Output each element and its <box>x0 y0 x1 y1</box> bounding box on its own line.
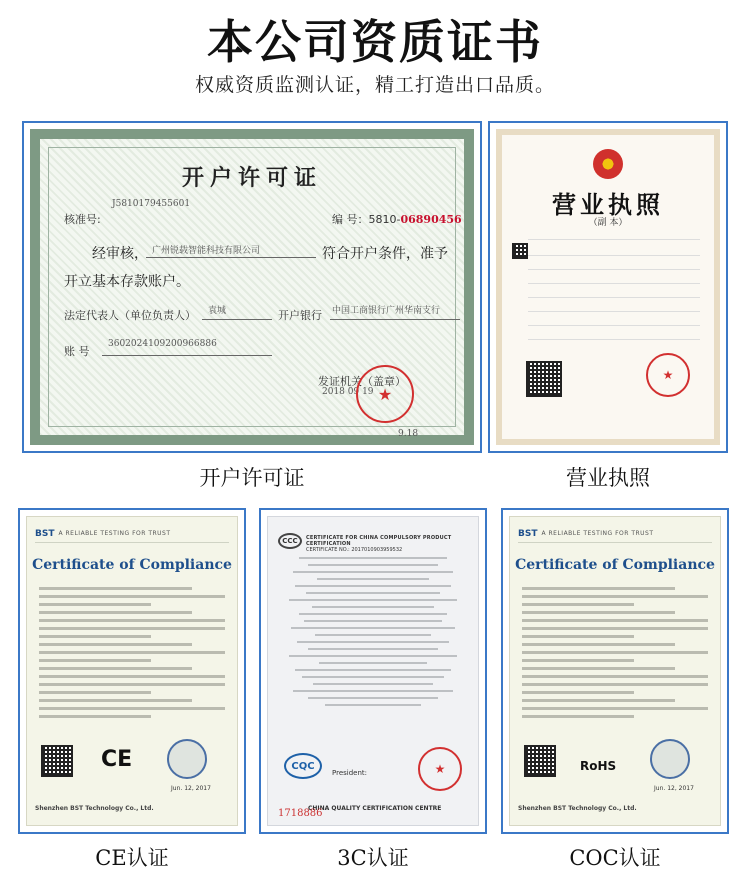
permit-seal: ★ <box>356 365 414 423</box>
permit-issuer: 发证机关（盖章） <box>318 375 406 388</box>
permit-bank-label: 开户银行 <box>278 309 322 322</box>
ccc-footer: CHINA QUALITY CERTIFICATION CENTRE <box>308 805 442 812</box>
coc-tagline: A RELIABLE TESTING FOR TRUST <box>541 530 654 537</box>
coc-document <box>509 516 721 826</box>
certificate-frame-permit[interactable] <box>22 121 482 453</box>
license-subtitle: （副 本） <box>588 218 628 228</box>
ce-bst-logo: BST <box>35 528 55 539</box>
caption-coc: COC认证 <box>569 846 661 870</box>
permit-serial-label: 编 号：5810- <box>332 213 401 226</box>
permit-line1-post: 符合开户条件，准予 <box>322 246 448 262</box>
cqc-seal-icon: CQC <box>284 753 322 779</box>
permit-line1-pre: 经审核， <box>92 246 148 262</box>
permit-line2: 开立基本存款账户。 <box>64 274 190 290</box>
certificate-frame-3c[interactable] <box>259 508 487 834</box>
license-qr-code-icon <box>526 361 562 397</box>
ccc-logo-icon: CCC <box>278 533 302 549</box>
coc-qr-code-icon <box>524 745 556 777</box>
ce-qr-code-icon <box>41 745 73 777</box>
ccc-president-label: President: <box>332 769 368 777</box>
ce-mark-icon: CE <box>101 747 133 772</box>
permit-company: 广州锐载智能科技有限公司 <box>152 246 261 256</box>
rohs-mark-icon: RoHS <box>580 759 617 773</box>
caption-license: 营业执照 <box>566 466 650 490</box>
coc-signature-seal <box>650 739 690 779</box>
permit-serial-red: 06890456 <box>400 213 462 226</box>
ce-tagline: A RELIABLE TESTING FOR TRUST <box>58 530 171 537</box>
caption-ce: CE认证 <box>95 846 169 870</box>
ccc-title: CERTIFICATE FOR CHINA COMPULSORY PRODUCT CERTIFICATION <box>306 535 452 547</box>
ce-date: Jun. 12, 2017 <box>171 785 211 792</box>
caption-3c: 3C认证 <box>337 846 409 870</box>
caption-permit: 开户许可证 <box>199 466 305 490</box>
ccc-red-number: 1718886 <box>278 808 323 819</box>
coc-date: Jun. 12, 2017 <box>654 785 694 792</box>
permit-rep-value: 袁城 <box>208 306 227 316</box>
permit-rep-label: 法定代表人（单位负责人） <box>64 309 196 322</box>
ce-document <box>26 516 238 826</box>
ce-signature-seal <box>167 739 207 779</box>
permit-date: 2018 09 19 <box>322 387 374 397</box>
permit-title: 开户许可证 <box>181 165 322 191</box>
permit-margin-note: 9.18 <box>398 429 419 439</box>
ccc-cert-no-label: CERTIFICATE NO.: <box>306 547 350 553</box>
license-seal: ★ <box>646 353 690 397</box>
page-subtitle: 权威资质监测认证，精工打造出口品质。 <box>194 74 555 96</box>
permit-account-value: 3602024109200966886 <box>108 339 217 349</box>
ce-title: Certificate of Compliance <box>32 557 232 573</box>
coc-footer: Shenzhen BST Technology Co., Ltd. <box>518 805 637 812</box>
coc-title: Certificate of Compliance <box>515 557 715 573</box>
ccc-red-seal: ★ <box>418 747 462 791</box>
national-emblem-icon <box>593 149 623 179</box>
license-document <box>496 129 720 445</box>
coc-bst-logo: BST <box>518 528 538 539</box>
permit-bank-value: 中国工商银行广州华南支行 <box>332 306 441 316</box>
permit-document <box>30 129 474 445</box>
permit-check-no: J5810179455601 <box>112 199 191 209</box>
certificate-frame-ce[interactable] <box>18 508 246 834</box>
certificate-frame-license[interactable] <box>488 121 728 453</box>
license-small-qr-icon <box>512 243 528 259</box>
ccc-document <box>267 516 479 826</box>
license-title: 营业执照 <box>552 190 664 219</box>
certificate-frame-coc[interactable] <box>501 508 729 834</box>
permit-check-label: 核准号: <box>64 213 101 226</box>
page-title: 本公司资质证书 <box>207 15 543 69</box>
ce-footer: Shenzhen BST Technology Co., Ltd. <box>35 805 154 812</box>
ccc-cert-no: 2017010903959532 <box>351 547 403 553</box>
permit-account-label: 账 号 <box>64 345 90 358</box>
